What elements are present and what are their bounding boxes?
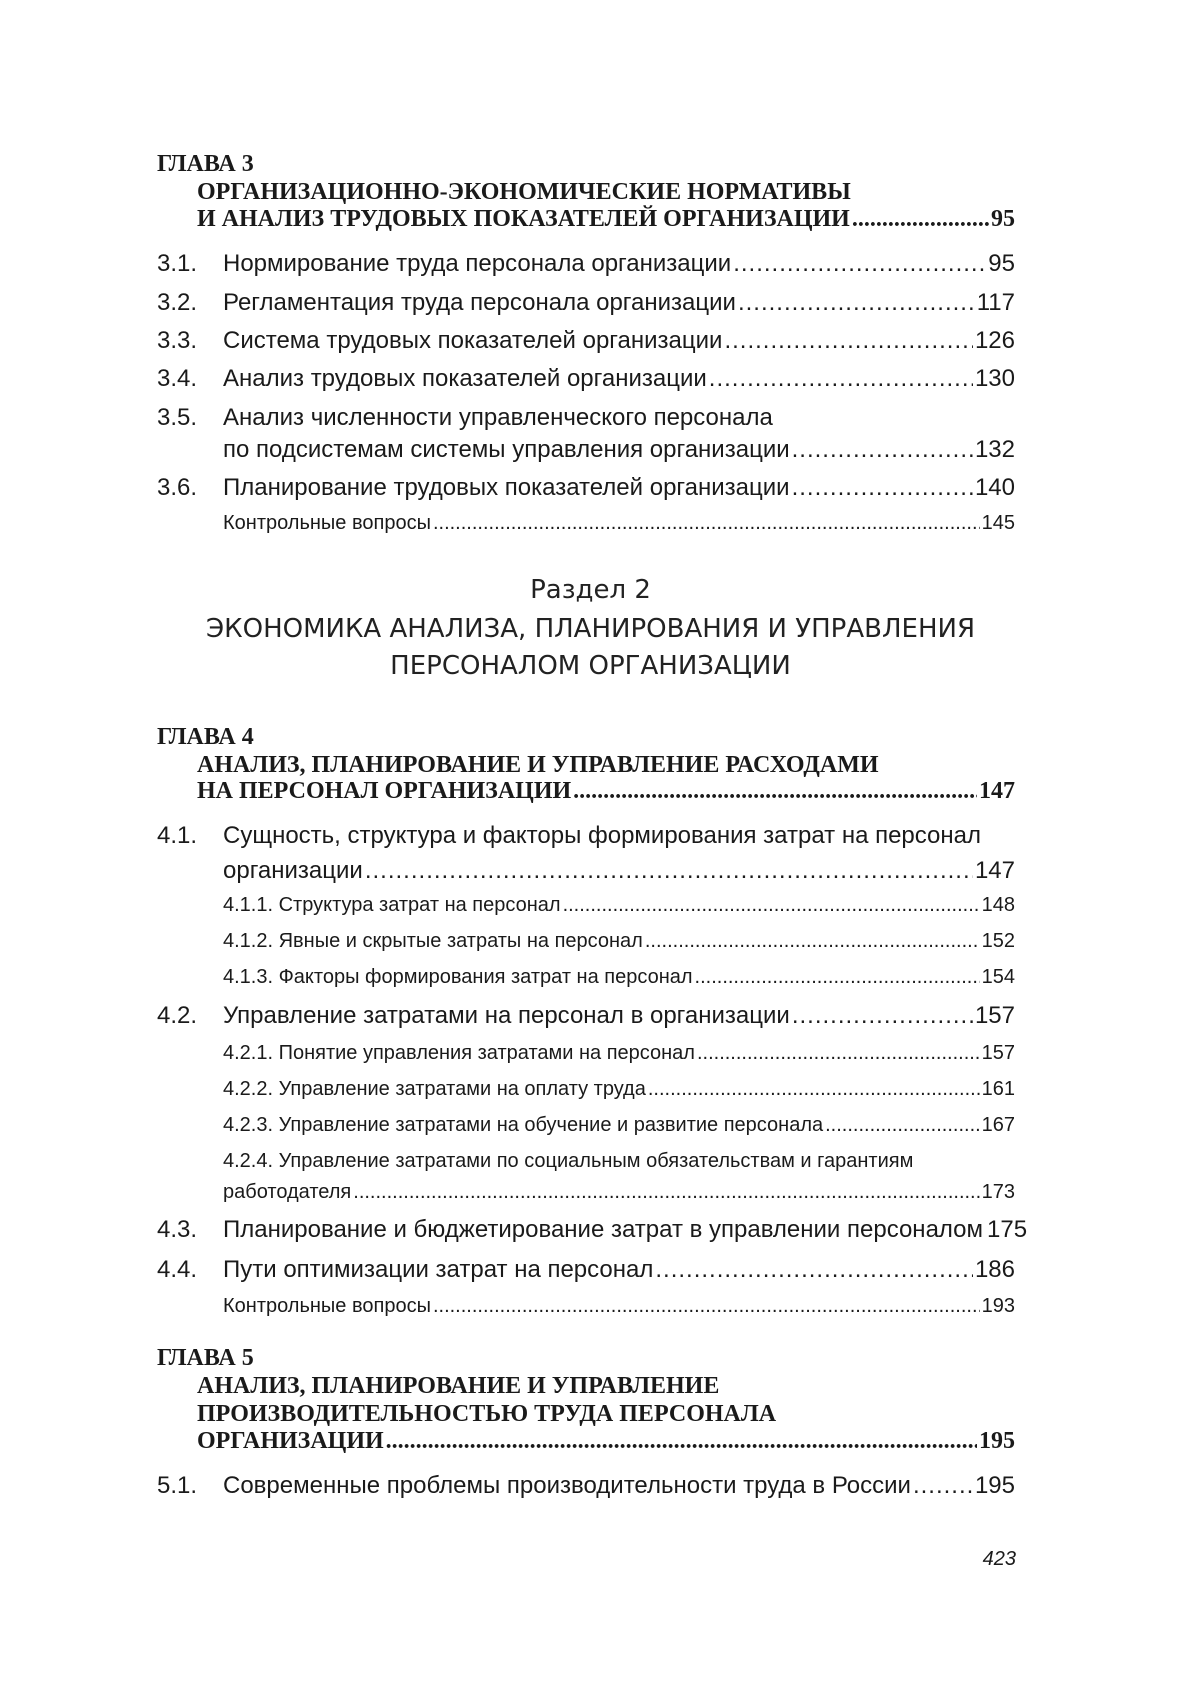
toc-item-4-1-1[interactable] [223,894,1015,917]
toc-number: 4.1. [157,822,198,849]
toc-title-cont: организации [223,857,363,884]
leader-dots [365,857,973,885]
toc-title: 4.2.4. Управление затратами по социальным обязательствам и гарантиям [223,1150,914,1172]
toc-item-4-1-cont[interactable] [223,857,1015,885]
toc-page: 175 [987,1216,1028,1243]
toc-page: 186 [974,1256,1015,1283]
toc-questions-ch4[interactable] [223,1295,1015,1318]
toc-page: 148 [981,894,1015,916]
toc-page: 154 [981,966,1015,988]
leader-dots [433,512,980,535]
toc-title: Анализ трудовых показателей организации [223,365,707,392]
toc-item-4-1-3[interactable] [223,966,1015,989]
toc-item-4-4[interactable] [157,1256,1015,1284]
toc-page: 157 [981,1042,1015,1064]
toc-item-3-4[interactable] [157,365,1015,393]
toc-number: 4.3. [157,1216,198,1243]
leader-dots [825,1114,980,1137]
section-title-line2: ПЕРСОНАЛОМ ОРГАНИЗАЦИИ [390,651,791,681]
toc-page: 193 [981,1295,1015,1317]
leader-dots [433,1295,980,1318]
toc-title: Пути оптимизации затрат на персонал [223,1256,654,1283]
toc-title-cont: по подсистемам системы управления организации [223,436,790,463]
section-title-line1: ЭКОНОМИКА АНАЛИЗА, ПЛАНИРОВАНИЯ И УПРАВЛЕНИЯ [205,614,976,644]
chapter3-title-line1: ОРГАНИЗАЦИОННО-ЭКОНОМИЧЕСКИЕ НОРМАТИВЫ [197,179,851,205]
leader-dots [697,1042,980,1065]
leader-dots [852,206,989,233]
toc-title: Планирование и бюджетирование затрат в управлении персоналом [223,1216,984,1243]
toc-title: Анализ численности управленческого персонала [223,404,773,431]
chapter3-title-line2: И АНАЛИЗ ТРУДОВЫХ ПОКАЗАТЕЛЕЙ ОРГАНИЗАЦИИ [197,206,850,232]
toc-title: Регламентация труда персонала организации [223,289,736,316]
toc-number: 4.4. [157,1256,198,1283]
toc-page: 145 [981,512,1015,534]
toc-title-cont: работодателя [223,1181,352,1203]
toc-item-4-1-2[interactable] [223,930,1015,953]
toc-item-4-1[interactable] [157,822,1015,850]
toc-page: 147 [974,857,1015,884]
leader-dots [913,1472,973,1500]
chapter4-title-line1: АНАЛИЗ, ПЛАНИРОВАНИЕ И УПРАВЛЕНИЕ РАСХОДАМИ [197,752,879,778]
toc-number: 5.1. [157,1472,198,1499]
chapter5-page: 195 [979,1428,1015,1454]
leader-dots [386,1428,977,1455]
toc-page: 157 [974,1002,1015,1029]
toc-title: Контрольные вопросы [223,512,431,534]
toc-questions-ch3[interactable] [223,512,1015,535]
leader-dots [724,327,973,355]
toc-item-5-1[interactable] [157,1472,1015,1500]
toc-page: 167 [981,1114,1015,1136]
toc-title: Планирование трудовых показателей организации [223,474,790,501]
toc-page: 95 [988,250,1015,277]
toc-item-4-2-3[interactable] [223,1114,1015,1137]
toc-title: 4.2.3. Управление затратами на обучение и развитие персонала [223,1114,824,1136]
toc-page: 173 [981,1181,1015,1203]
chapter5-title-line2: ПРОИЗВОДИТЕЛЬНОСТЬЮ ТРУДА ПЕРСОНАЛА [197,1401,777,1427]
toc-item-4-2-2[interactable] [223,1078,1015,1101]
leader-dots [709,365,973,393]
leader-dots [655,1256,973,1284]
toc-title: 4.1.1. Структура затрат на персонал [223,894,561,916]
toc-item-4-2-1[interactable] [223,1042,1015,1065]
chapter5-title-line1: АНАЛИЗ, ПЛАНИРОВАНИЕ И УПРАВЛЕНИЕ [197,1373,720,1399]
toc-page: 132 [974,436,1015,463]
toc-number: 3.4. [157,365,198,392]
toc-number: 4.2. [157,1002,198,1029]
toc-item-3-6[interactable] [157,474,1015,502]
chapter4-title-line2-row[interactable] [197,778,1015,805]
toc-title: 4.1.3. Факторы формирования затрат на персонал [223,966,693,988]
leader-dots [792,1002,973,1030]
toc-item-4-3[interactable] [157,1216,1028,1244]
toc-page: 117 [976,289,1015,316]
toc-title: Нормирование труда персонала организации [223,250,732,277]
toc-item-3-1[interactable] [157,250,1015,278]
toc-title: Система трудовых показателей организации [223,327,723,354]
toc-title: Управление затратами на персонал в организации [223,1002,790,1029]
toc-page: 140 [974,474,1015,501]
chapter3-heading: ГЛАВА 3 [157,151,254,177]
toc-item-4-2-4[interactable] [223,1150,1015,1173]
toc-page: 126 [974,327,1015,354]
toc-item-3-5-cont[interactable] [223,436,1015,464]
leader-dots [648,1078,980,1101]
chapter4-page: 147 [979,778,1015,804]
toc-title: 4.2.1. Понятие управления затратами на персонал [223,1042,695,1064]
toc-title: Контрольные вопросы [223,1295,431,1317]
leader-dots [792,436,973,464]
toc-page: 161 [981,1078,1015,1100]
chapter4-heading: ГЛАВА 4 [157,724,254,750]
page-number: 423 [982,1548,1016,1570]
chapter5-title-line3-row[interactable] [197,1428,1015,1455]
chapter5-title-line3: ОРГАНИЗАЦИИ [197,1428,384,1454]
toc-page: 152 [981,930,1015,952]
toc-number: 3.5. [157,404,198,431]
toc-item-3-2[interactable] [157,289,1015,317]
chapter5-heading: ГЛАВА 5 [157,1345,254,1371]
leader-dots [738,289,975,317]
toc-title: Сущность, структура и факторы формирования затрат на персонал [223,822,982,849]
leader-dots [695,966,980,989]
chapter4-title-line2: НА ПЕРСОНАЛ ОРГАНИЗАЦИИ [197,778,572,804]
toc-item-3-3[interactable] [157,327,1015,355]
chapter3-page: 95 [991,206,1015,232]
toc-page: 195 [974,1472,1015,1499]
toc-number: 3.6. [157,474,198,501]
toc-title: 4.1.2. Явные и скрытые затраты на персонал [223,930,643,952]
leader-dots [645,930,980,953]
leader-dots [792,474,973,502]
toc-number: 3.3. [157,327,198,354]
leader-dots [353,1181,979,1204]
toc-number: 3.1. [157,250,198,277]
toc-page: 130 [974,365,1015,392]
leader-dots [733,250,986,278]
toc-number: 3.2. [157,289,198,316]
section-label: Раздел 2 [530,575,651,605]
toc-item-3-5[interactable] [157,404,1015,432]
toc-title: Современные проблемы производительности труда в России [223,1472,911,1499]
toc-item-4-2-4-cont[interactable] [223,1181,1015,1204]
toc-item-4-2[interactable] [157,1002,1015,1030]
chapter3-title-line2-row[interactable] [197,206,1015,233]
toc-title: 4.2.2. Управление затратами на оплату труда [223,1078,646,1100]
leader-dots [573,778,977,805]
leader-dots [563,894,980,917]
